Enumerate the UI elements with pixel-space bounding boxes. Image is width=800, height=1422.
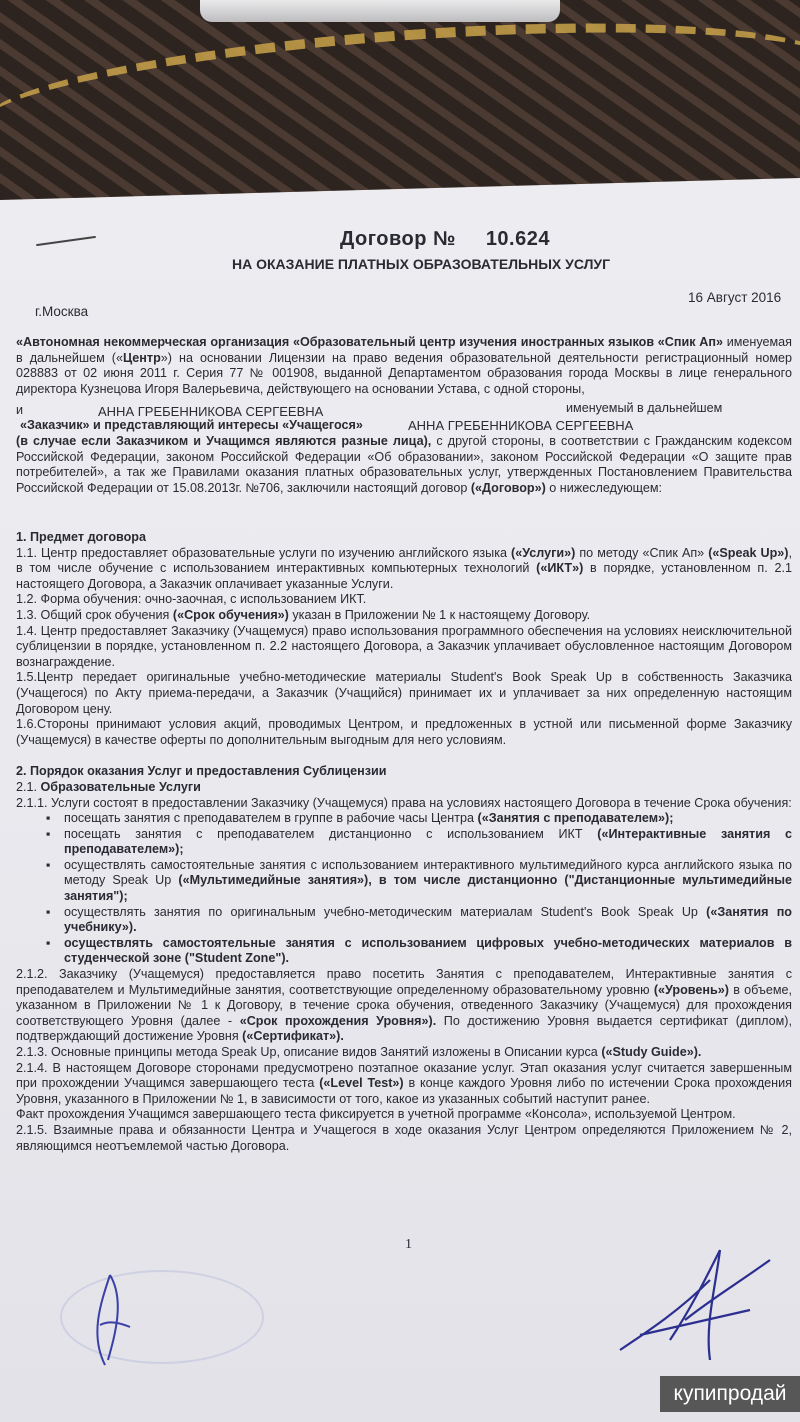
bullet-icon: ▪ xyxy=(46,857,51,872)
named-after-label: именуемый в дальнейшем xyxy=(566,401,723,415)
bullet-icon: ▪ xyxy=(46,904,51,919)
list-item: ▪ осуществлять самостоятельные занятия с использованием интерактивного мультимедийного курса английского языка по методу Speak Up («Мультимедийные занятия»), в том числе дистанционно ("Дистанционные мультимедийные занятия"); xyxy=(46,857,792,904)
bullet-icon: ▪ xyxy=(46,811,51,826)
clause-1-1: 1.1. Центр предоставляет образовательные услуги по изучению английского языка («Услуги») по методу «Спик Ап» («Speak Up»), в том числе обучение с использованием интерактивных компьютерных технологий («ИКТ») в порядке, установленном п. 2.1 настоящего Договора, а Заказчик оплачивает указанные Услуги. xyxy=(16,545,792,591)
contract-title: Договор № 10.624 xyxy=(340,228,550,250)
section-1 xyxy=(16,530,792,1154)
clause-2-1: 2.1. Образовательные Услуги xyxy=(16,779,201,794)
clause-2-1-1: 2.1.1. Услуги состоят в предоставлении Заказчику (Учащемуся) права на условиях настоящего Договора в течение Срока обучения: xyxy=(16,795,792,810)
clause-1-6: 1.6.Стороны принимают условия акций, проводимых Центром, и предложенных в устной или письменной форме Заказчику (Учащемуся) в качестве оферты по дополнительным выгодным для него условиям. xyxy=(16,717,792,747)
clause-2-1-4-fact: Факт прохождения Учащимся завершающего теста фиксируется в учетной программе «Консола», используемой Центром. xyxy=(16,1107,736,1122)
page-number: 1 xyxy=(405,1237,412,1252)
student-name-field: АННА ГРЕБЕННИКОВА СЕРГЕЕВНА xyxy=(408,418,634,433)
bullet-icon: ▪ xyxy=(46,826,51,841)
watermark-badge: купипродай xyxy=(660,1376,800,1412)
preamble-and: и xyxy=(16,403,24,417)
clause-2-1-3: 2.1.3. Основные принципы метода Speak Up, описание видов Занятий изложены в Описании курса («Study Guide»). xyxy=(16,1045,702,1059)
signature-right xyxy=(610,1240,780,1370)
bullet-icon: ▪ xyxy=(46,935,51,950)
clause-1-3: 1.3. Общий срок обучения («Срок обучения») указан в Приложении № 1 к настоящему Договору. xyxy=(16,607,591,622)
clause-2-1-5: 2.1.5. Взаимные права и обязанности Центра и Учащегося в ходе оказания Услуг Центром определяются Приложением № 2, являющимся неотъемлемой частью Договора. xyxy=(16,1122,792,1153)
preamble-paragraph: «Автономная некоммерческая организация «Образовательный центр изучения иностранных языков «Спик Ап» именуемая в дальнейшем («Центр») на основании Лицензии на право ведения образовательной деятельности регистрационный номер 028883 от 02 июня 2011 г. Серия 77 № 001908, выданной Департаментом образования города Москвы в лице генерального директора Кузнецова Игоря Валерьевича, действующего на основании Устава, с одной стороны, xyxy=(16,335,792,396)
preamble-paragraph-2: (в случае если Заказчиком и Учащимся являются разные лица), с другой стороны, в соответствии с Гражданским кодексом Российской Федерации, законом Российской Федерации «Об образовании», законом Российской Федерации «О защите прав потребителей», а так же Правилами оказания платных образовательных услуг, утвержденных Постановлением Правительства Российской Федерации от 15.08.2013г. №706, заключили настоящий договор («Договор») о нижеследующем: xyxy=(16,434,792,495)
contract-date: 16 Август 2016 xyxy=(688,290,782,305)
contract-city: г.Москва xyxy=(35,304,89,319)
clause-1-4: 1.4. Центр предоставляет Заказчику (Учащемуся) право использования программного обеспечения на условиях неисключительной сублицензии в порядке, установленном п. 2.2 настоящего Договора, а Заказчик уплачивает обусловленное настоящим Договором вознаграждение. xyxy=(16,623,792,669)
handwritten-dash xyxy=(36,236,96,246)
list-item: ▪ осуществлять самостоятельные занятия с использованием цифровых учебно-методических материалов в студенческой зоне ("Student Zone"). xyxy=(46,935,792,966)
contract-subtitle: НА ОКАЗАНИЕ ПЛАТНЫХ ОБРАЗОВАТЕЛЬНЫХ УСЛУГ xyxy=(232,256,611,272)
list-item: ▪ посещать занятия с преподавателем в группе в рабочие часы Центра («Занятия с преподавателем»); xyxy=(46,811,674,826)
section-1-heading: 1. Предмет договора xyxy=(16,530,146,544)
contract-number: 10.624 xyxy=(485,228,550,250)
list-item: ▪ посещать занятия с преподавателем дистанционно с использованием ИКТ («Интерактивные занятия с преподавателем»); xyxy=(46,826,793,857)
section-2-heading: 2. Порядок оказания Услуг и предоставления Сублицензии xyxy=(16,764,387,779)
list-item: ▪ осуществлять занятия по оригинальным учебно-методическим материалам Student's Book Speak Up («Занятия по учебнику»). xyxy=(46,904,792,935)
clause-2-1-2: 2.1.2. Заказчику (Учащемуся) предоставляется право посетить Занятия с преподавателем, Интерактивные занятия с преподавателем и Мультимедийные занятия, соответствующие определенному образовательному уровню («Уровень») в объеме, указанном в Приложении № 1 к Договору, в течение срока обучения, отведенного Заказчику (Учащемуся) для прохождения соответствующего Уровня (далее - «Срок прохождения Уровня»). По достижению Уровня выдается сертификат (диплом), подтверждающий достижение Уровня («Сертификат»). xyxy=(16,967,792,1044)
customer-role: «Заказчик» и представляющий интересы «Учащегося» xyxy=(20,418,363,432)
signature-left xyxy=(70,1265,160,1375)
clause-1-5: 1.5.Центр передает оригинальные учебно-методические материалы Student's Book Speak Up в собственность Заказчика (Учащегося) по Акту приема-передачи, а Заказчик (Учащийся) принимает их и уплачивает за них определенную настоящим Договором цену. xyxy=(16,670,792,716)
clause-1-2: 1.2. Форма обучения: очно-заочная, с использованием ИКТ. xyxy=(16,592,367,607)
customer-name-field: АННА ГРЕБЕННИКОВА СЕРГЕЕВНА xyxy=(98,404,324,419)
clause-2-1-4: 2.1.4. В настоящем Договоре сторонами предусмотрено поэтапное оказание услуг. Этап оказания услуг считается завершенным при прохождении Учащимся завершающего теста («Level Test») в конце каждого Уровня либо по истечении Срока прохождения Уровня, указанного в Приложении № 1, в зависимости от того, какое из указанных событий наступит ранее. xyxy=(16,1060,792,1106)
